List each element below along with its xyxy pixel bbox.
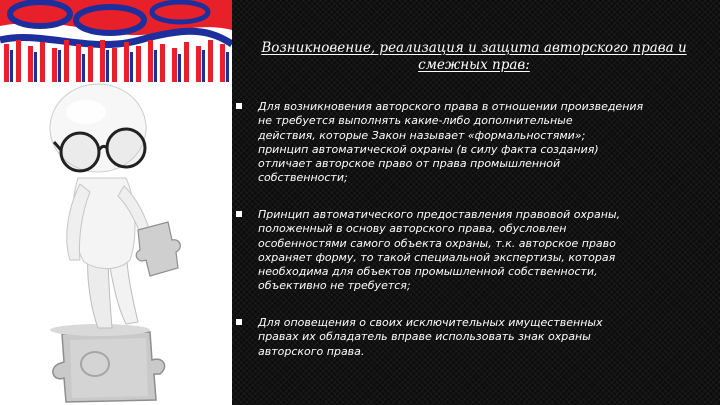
bullet-text: Принцип автоматического предоставления правовой охраны, положенный в основу авторского права, обусловлен особенностями самого объекта охраны, т.к. авторское право охраняет форму, то такой специальной экспертизы, которая необходима для объектов промышленной собственности, объективно не требуется;: [258, 208, 621, 293]
decorative-banner-image: [0, 0, 232, 82]
left-image-panel: [0, 0, 232, 405]
bullet-text: Для возникновения авторского права в отношении произведения не требуется выполнять какие-либо дополнительные действия, которые Закон называет «формальностями»; принцип автоматической охраны (в силу факта создания) отличает авторское право от права промышленной собственности;: [258, 100, 644, 185]
bullet-text: Для оповещения о своих исключительных имущественных правах их обладатель вправе использовать знак охраны авторского права.: [258, 316, 603, 358]
bullet-marker-icon: [236, 103, 242, 109]
bullet-marker-icon: [236, 211, 242, 217]
banner-graphic: [0, 0, 232, 82]
floor-puzzle-piece-icon: [53, 332, 165, 402]
figure-with-glasses-image: [0, 82, 232, 405]
bullet-marker-icon: [236, 319, 242, 325]
slide-title: Возникновение, реализация и защита авторского права и смежных прав:: [261, 40, 687, 73]
